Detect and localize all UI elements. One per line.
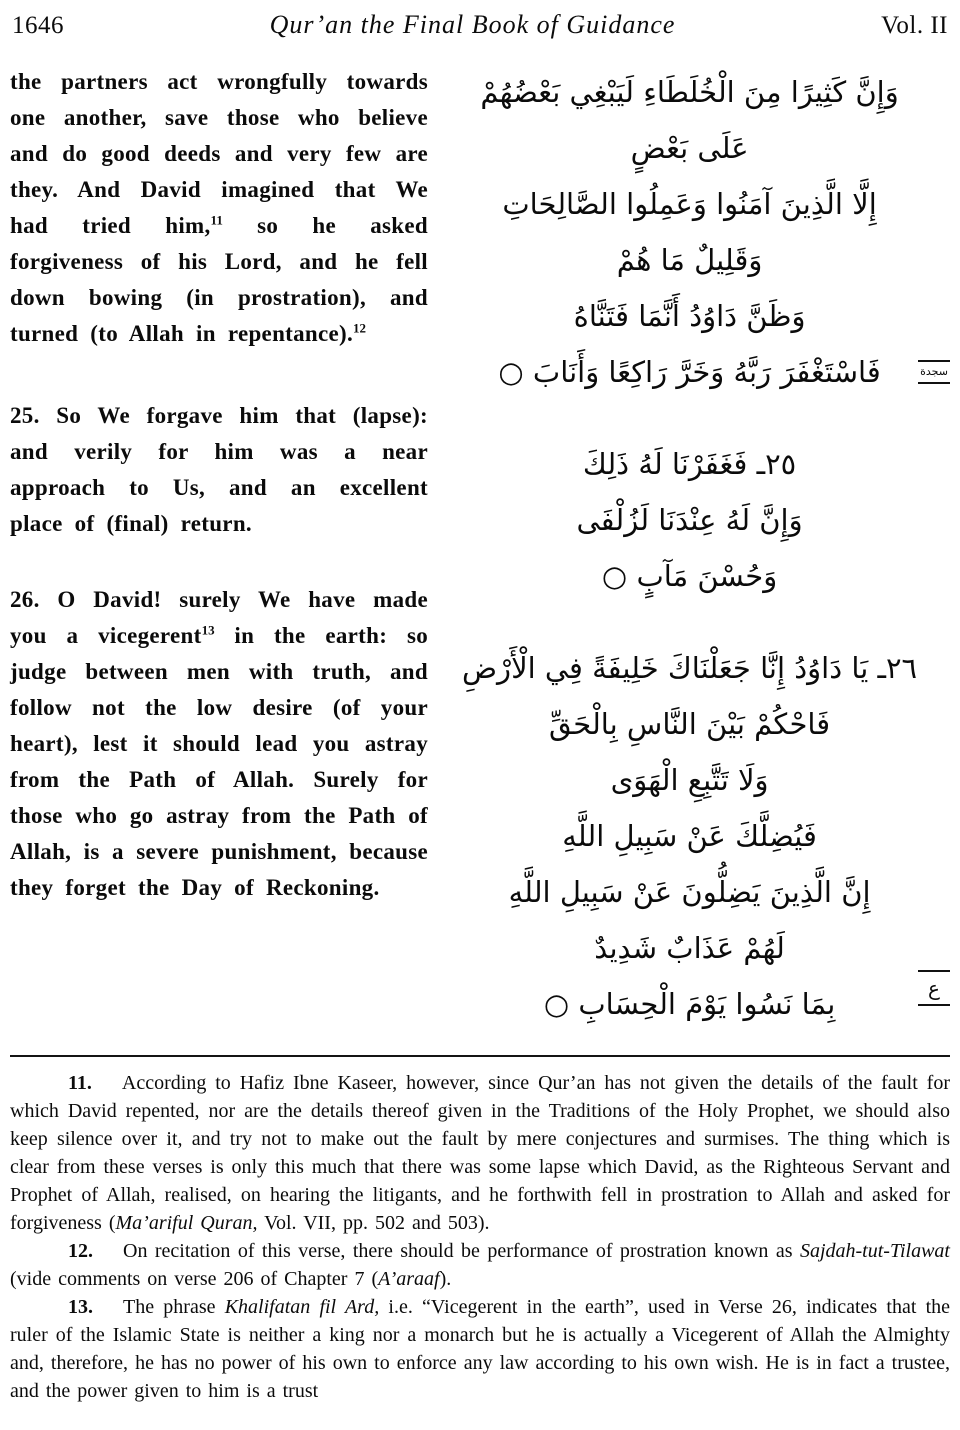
- footnote-ref-11: 11: [210, 212, 223, 228]
- footnote-text: i.e. “Vicegerent in the earth”, used in Verse 26, indicates that the ruler of the Islamic State is neither a king nor a monarch but he is actually a Vicegerent of Allah the Almighty and, therefore, he has no power of his own to enforce any law according to his own wish. He is in fact a trustee, and the power given to him is a trust: [10, 1296, 950, 1402]
- arabic-line: بِمَا نَسُوا يَوْمَ الْحِسَابِ ○: [543, 987, 836, 1021]
- footnote-text: The phrase: [123, 1296, 225, 1318]
- footnote-text-italic: Sajdah-tut-Tilawat: [799, 1240, 950, 1262]
- ruku-margin-marker: ع: [918, 970, 950, 1006]
- arabic-line: عَلَى بَعْضٍ: [630, 131, 749, 165]
- footnote-11: [10, 1069, 950, 1237]
- footnote-text: According to Hafiz Ibne Kaseer, however, since Qur’an has not given the details of the fault for which David repented, nor are the details thereof given in the Traditions of the Holy Prophet, we should also keep silence over it, and try not to make out the fault by mere conjectures and surmises. The thing which is clear from these verses is only this much that there was some lapse which David, as the Righteous Servant and Prophet of Allah, realised, on hearing the litigants, and he forthwith fell in prostration to Allah and asked for forgiveness (: [10, 1072, 950, 1234]
- arabic-line: وَحُسْنَ مَآبٍ ○: [601, 559, 778, 593]
- footnotes-section: [10, 1057, 950, 1405]
- footnote-13: [10, 1293, 950, 1405]
- footnote-12: [10, 1237, 950, 1293]
- paragraph-text: in the earth: so judge between men with truth, and follow not the low desire (of your heart), lest it should lead you astray from the Path of Allah. Surely for those who go astray from the Path of Allah, is a severe punishment, because they forget the Day of Reckoning.: [10, 623, 429, 900]
- arabic-line: وَقَلِيلٌ مَا هُمْ: [616, 243, 763, 277]
- arabic-line: فَاحْكُمْ بَيْنَ النَّاسِ بِالْحَقِّ: [549, 707, 831, 741]
- page-number: 1646: [12, 12, 64, 39]
- arabic-line: فَاسْتَغْفَرَ رَبَّهُ وَخَرَّ رَاكِعًا وَأَنَابَ ○: [498, 355, 881, 389]
- footnote-ref-12: 12: [353, 320, 367, 336]
- arabic-verse-26-block: [462, 640, 917, 1032]
- book-title: Qur’an the Final Book of Guidance: [269, 10, 676, 39]
- sajdah-margin-marker: سجدة: [918, 360, 950, 384]
- volume-label: Vol. II: [881, 12, 948, 39]
- arabic-line: ٢٥ـ فَغَفَرْنَا لَهُ ذَلِكَ: [582, 447, 797, 481]
- footnote-text-italic: A’araaf: [378, 1268, 440, 1290]
- arabic-verse-24-block: [462, 64, 917, 400]
- arabic-line: وَإِنَّ كَثِيرًا مِنَ الْخُلَطَاءِ لَيَبْغِي بَعْضُهُمْ: [480, 75, 899, 109]
- paragraph-text: the partners act wrongfully towards one another, save those who believe and do good deeds and very few are they. And David imagined that We had tried him,: [10, 69, 428, 238]
- arabic-line: وَظَنَّ دَاوُدُ أَنَّمَا فَتَنَّاهُ: [573, 299, 806, 333]
- arabic-column: [428, 64, 960, 1039]
- arabic-line: وَإِنَّ لَهُ عِنْدَنَا لَزُلْفَى: [576, 503, 803, 537]
- arabic-line: لَهُمْ عَذَابٌ شَدِيدٌ: [594, 931, 785, 965]
- footnote-number: 11.: [68, 1072, 92, 1094]
- footnote-text: Vol. VII, pp. 502 and 503).: [257, 1212, 490, 1234]
- translation-paragraph-verse-25: 25. So We forgave him that (lapse): and verily for him was a near approach to Us, and an excellent place of (final) return.: [10, 403, 428, 536]
- footnote-text: (vide comments on verse 206 of Chapter 7 (: [10, 1268, 379, 1290]
- arabic-line: إِلَّا الَّذِينَ آمَنُوا وَعَمِلُوا الصَّالِحَاتِ: [502, 187, 877, 221]
- translation-column: [10, 64, 428, 1039]
- arabic-line: فَيُضِلَّكَ عَنْ سَبِيلِ اللَّهِ: [562, 819, 817, 853]
- footnote-text-italic: Khalifatan fil Ard,: [224, 1296, 380, 1318]
- translation-paragraph-verse-24: [10, 64, 428, 352]
- running-header: [10, 8, 950, 40]
- arabic-line: ٢٦ـ يَا دَاوُدُ إِنَّا جَعَلْنَاكَ خَلِيفَةً فِي الْأَرْضِ: [462, 651, 918, 685]
- footnote-number: 13.: [68, 1296, 93, 1318]
- footnote-number: 12.: [68, 1240, 93, 1262]
- arabic-verse-25-block: [462, 436, 917, 604]
- footnote-text-italic: Ma’ariful Quran,: [115, 1212, 258, 1234]
- arabic-line: إِنَّ الَّذِينَ يَضِلُّونَ عَنْ سَبِيلِ اللَّهِ: [508, 875, 871, 909]
- arabic-line: وَلَا تَتَّبِعِ الْهَوَى: [610, 763, 769, 797]
- footnote-text: ).: [439, 1268, 452, 1290]
- footnote-ref-13: 13: [201, 622, 215, 638]
- paragraph-text: so he asked forgiveness of his Lord, and he fell down bowing (in prostration), and turned (to Allah in repentance).: [10, 213, 428, 346]
- main-content: [10, 64, 950, 1039]
- footnote-text: On recitation of this verse, there should be performance of prostration known as: [123, 1240, 800, 1262]
- translation-paragraph-verse-26: [10, 582, 428, 906]
- paragraph-text: 26. O David! surely We have made you a vicegerent: [10, 587, 428, 648]
